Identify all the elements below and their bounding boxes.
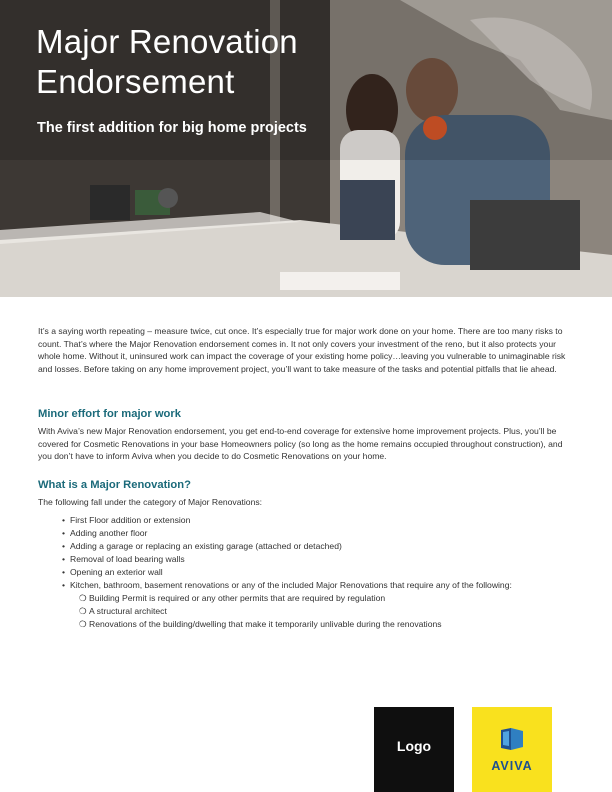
sublist-item: [79, 618, 559, 631]
hero-banner: [0, 0, 612, 297]
logo-label: Logo: [396, 738, 432, 754]
list-item: • First Floor addition or extension: [62, 515, 191, 525]
aviva-flag-icon: [499, 726, 525, 752]
what-heading: What is a Major Renovation?: [38, 479, 191, 491]
page-title: Major Renovation Endorsement: [36, 23, 298, 100]
list-item: • Kitchen, bathroom, basement renovations or any of the included Major Renovations that require any of the following:: [62, 580, 512, 591]
list-item-text: Kitchen, bathroom, basement renovations or any of the included Major Renovations that require any of the following:: [70, 580, 512, 591]
renovation-list: [62, 514, 562, 593]
circle-bullet-icon: ❍: [79, 593, 87, 603]
list-item-text: Adding another floor: [70, 528, 148, 539]
list-item-text: Removal of load bearing walls: [70, 554, 185, 565]
list-item-text: Adding a garage or replacing an existing garage (attached or detached): [70, 541, 342, 552]
circle-bullet-icon: ❍: [79, 619, 87, 630]
section-what: [38, 478, 578, 492]
list-item: • Opening an exterior wall: [62, 567, 163, 578]
aviva-logo: [472, 707, 552, 792]
what-intro: The following fall under the category of Major Renovations:: [38, 497, 263, 507]
list-item: • Adding a garage or replacing an existing garage (attached or detached): [62, 541, 342, 552]
sublist-item-text: Renovations of the building/dwelling that make it temporarily unlivable during the renovations: [89, 619, 442, 630]
renovation-sublist: [79, 592, 559, 631]
section-minor: [38, 407, 578, 421]
minor-heading: Minor effort for major work: [38, 408, 181, 420]
list-item: • Removal of load bearing walls: [62, 554, 185, 565]
circle-bullet-icon: ❍: [79, 606, 87, 617]
list-item-text: Opening an exterior wall: [70, 567, 163, 578]
list-item-text: First Floor addition or extension: [70, 515, 191, 525]
sublist-item: [79, 592, 559, 605]
aviva-wordmark: AVIVA: [491, 759, 533, 773]
minor-body-block: [38, 425, 578, 463]
what-intro-block: [38, 496, 578, 509]
list-item: • Adding another floor: [62, 528, 148, 539]
partner-logo-placeholder: [374, 707, 454, 792]
minor-body: With Aviva’s new Major Renovation endorsement, you get end-to-end coverage for extensive home improvement projects. Plus, you’ll be covered for Cosmetic Renovations in your base Homeowners policy (so long as the home remains occupied throughout construction), and you don’t have to inform Aviva when you decide to do Cosmetic Renovations on your home.: [38, 426, 563, 462]
sublist-item: [79, 605, 559, 618]
page-subtitle: The first addition for big home projects: [37, 120, 307, 136]
intro-paragraph-block: [38, 325, 578, 375]
sublist-item-text: Building Permit is required or any other permits that are required by regulation: [89, 593, 386, 603]
sublist-item-text: A structural architect: [89, 606, 167, 617]
intro-paragraph: It’s a saying worth repeating – measure twice, cut once. It’s especially true for major work done on your home. There are too many risks to count. That’s where the Major Renovation endorsement comes in. It not only covers your investment of the reno, but it also protects your whole home. Without it, uninsured work can impact the coverage of your existing home policy…leaving you vulnerable to unimaginable risk and losses. Before taking on any home improvement project, you’ll want to take measure of the tasks and potential pitfalls that lie ahead.: [38, 326, 566, 374]
